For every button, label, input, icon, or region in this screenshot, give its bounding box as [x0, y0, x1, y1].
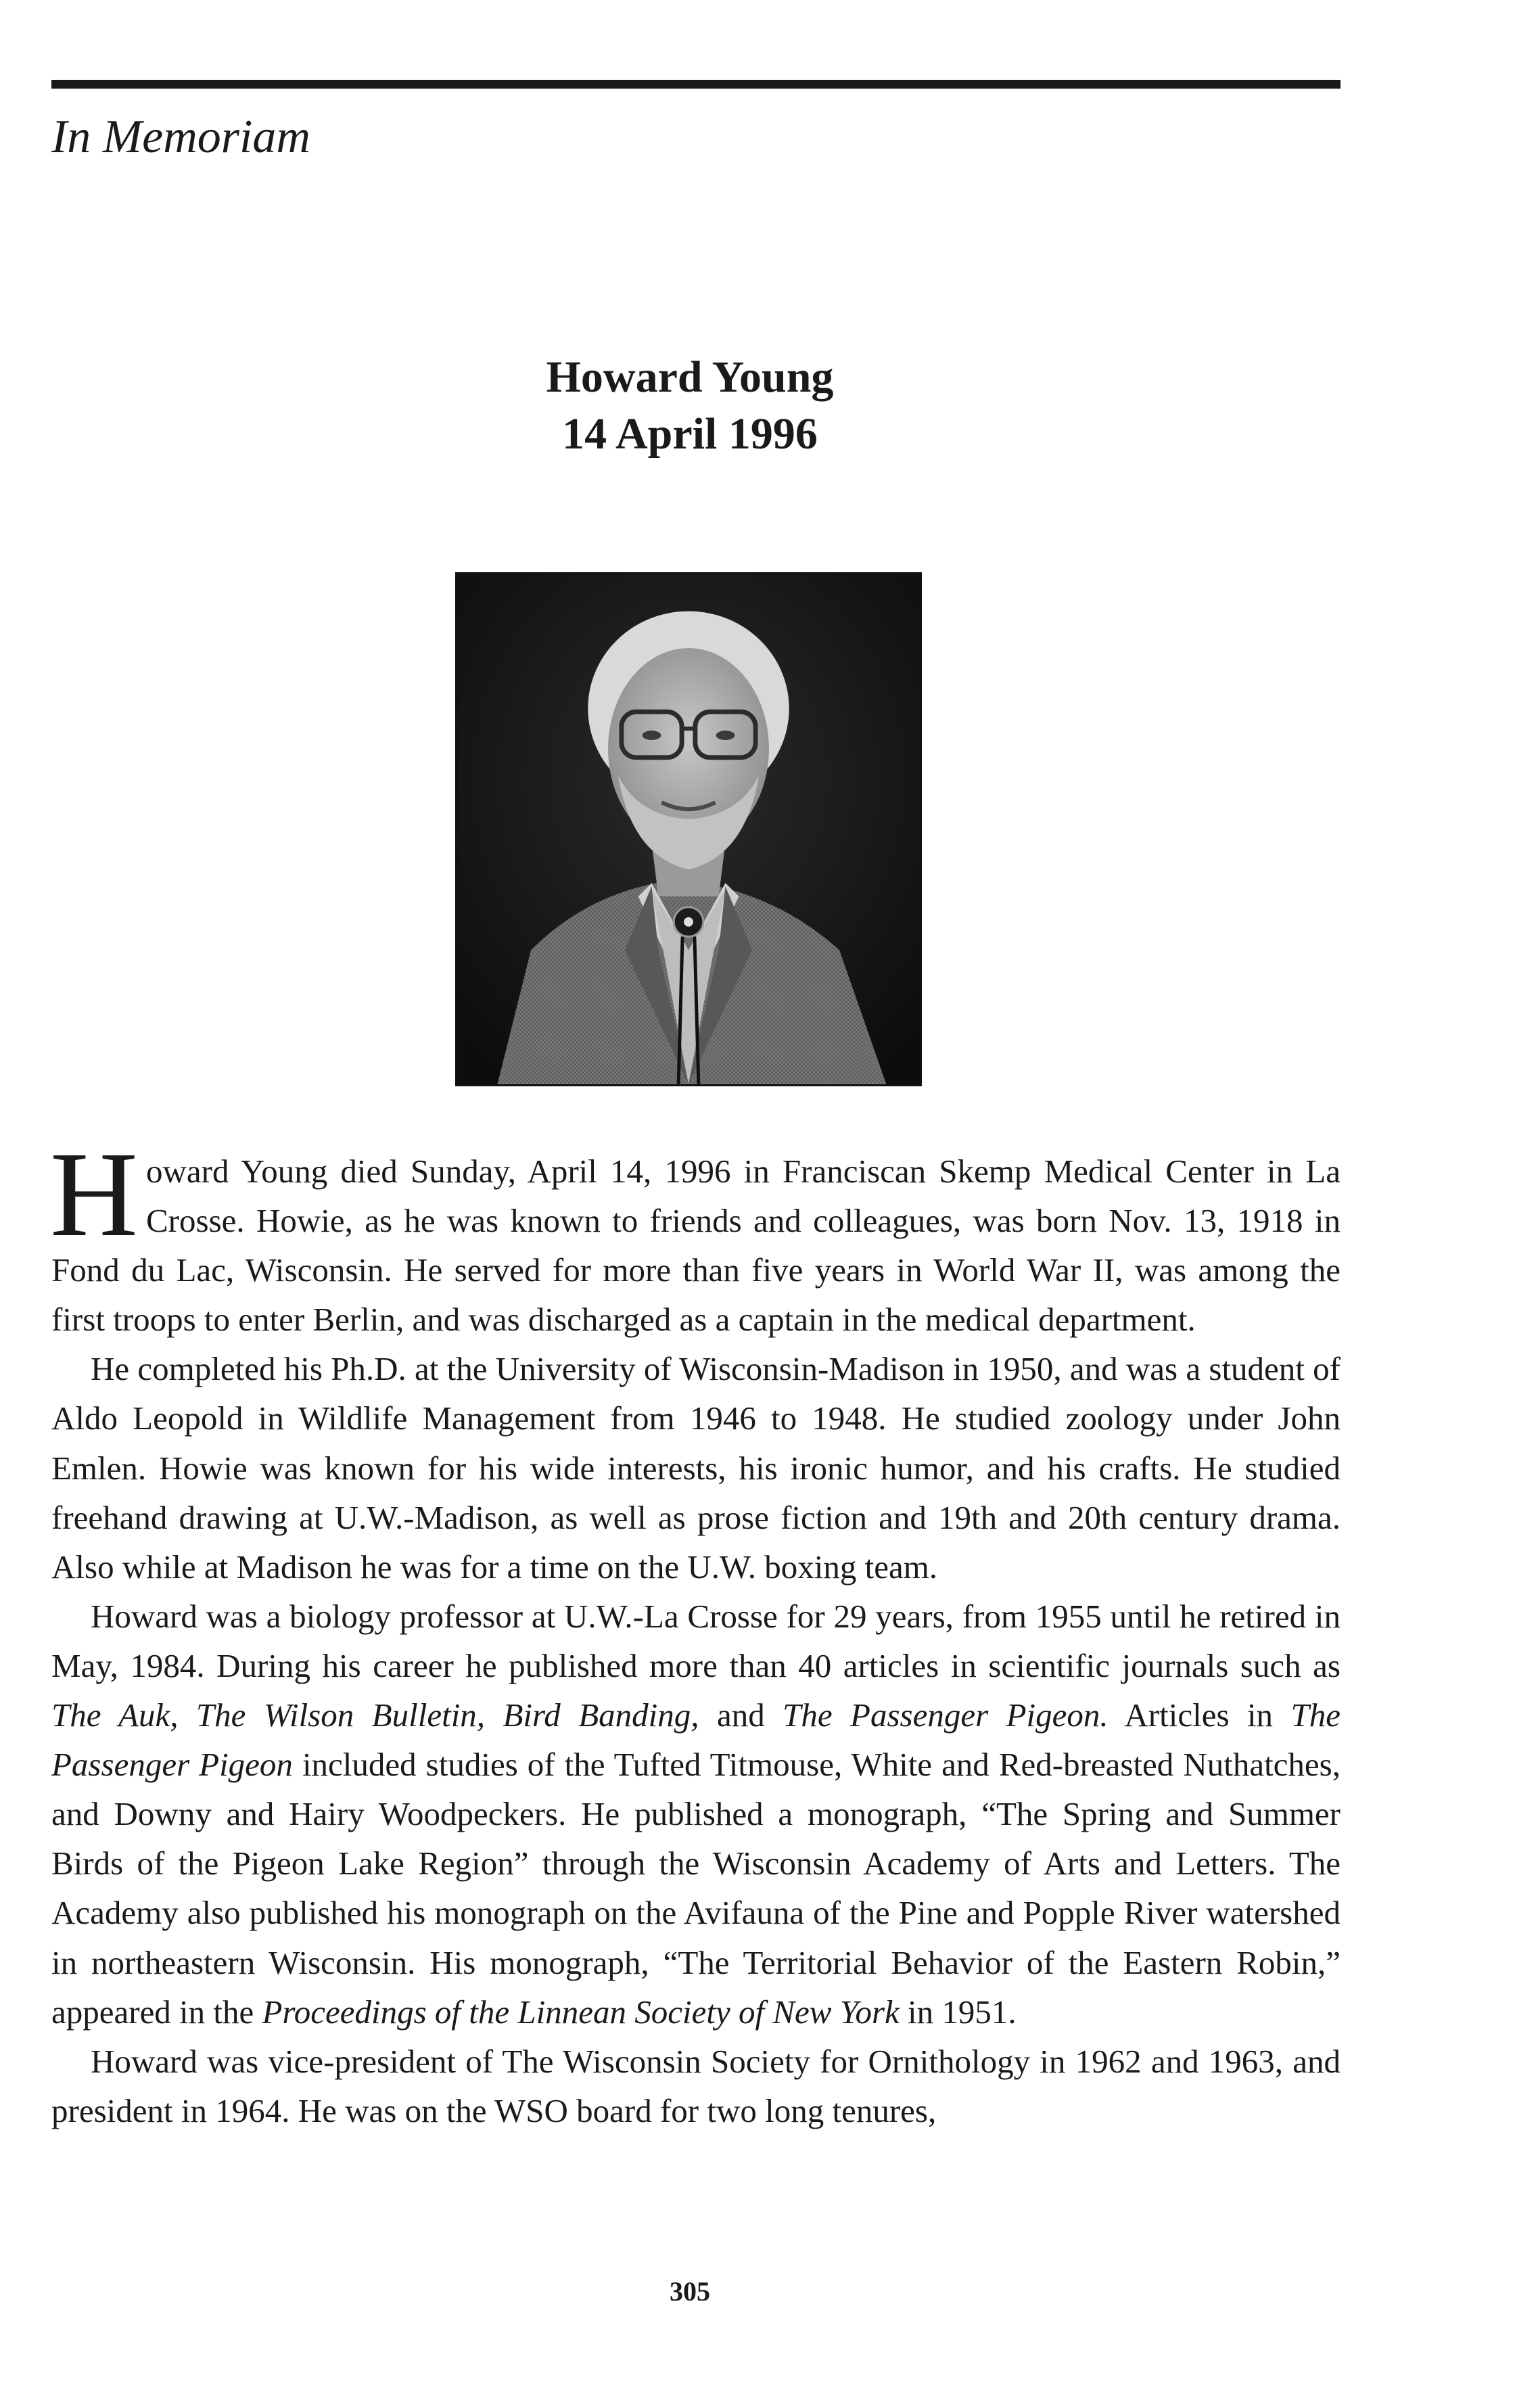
top-rule [51, 80, 1341, 89]
journal-title-passenger-pigeon-2: The Passenger Pigeon [51, 1696, 1341, 1784]
paragraph-3-text-c: Articles in [1108, 1696, 1291, 1734]
page-number: 305 [670, 2276, 710, 2307]
paragraph-3-text-e: in 1951. [899, 1993, 1017, 2031]
paragraph-2: He completed his Ph.D. at the University of Wisconsin-Madison in 1950, and was a student of Aldo Leopold in Wildlife Management from 1946 to 1948. He studied zoology under John Emlen. Howie was known for his wide interests, his ironic humor, and his crafts. He studied freehand drawing at U.W.-Madison, as well as prose fiction and 19th and 20th century drama. Also while at Madison he was for a time on the U.W. boxing team. [51, 1350, 1341, 1585]
paragraph-3 [51, 1592, 1341, 2037]
article-body [50, 1127, 1341, 2135]
memoriam-name: Howard Young [546, 352, 834, 402]
memoriam-date: 14 April 1996 [562, 409, 818, 459]
title-block [0, 349, 1380, 463]
paragraph-3-text-b: and [699, 1696, 783, 1734]
journal-titles: The Auk, The Wilson Bulletin, Bird Banding, [51, 1696, 699, 1734]
portrait-photo [455, 572, 922, 1086]
portrait-illustration [457, 574, 920, 1084]
journal-title-passenger-pigeon: The Passenger Pigeon. [783, 1696, 1109, 1734]
section-title: In Memoriam [51, 111, 310, 163]
paragraph-4: Howard was vice-president of The Wisconsin Society for Ornithology in 1962 and 1963, and president in 1964. He was on the WSO board for two long tenures, [51, 2042, 1341, 2129]
paragraph-1 [50, 1127, 1341, 1344]
paragraph-1-text: oward Young died Sunday, April 14, 1996 in Franciscan Skemp Medical Center in La Crosse. Howie, as he was known to friends and colleagues, was born Nov. 13, 1918 in Fond du Lac, Wisconsin. He served for more than five years in World War II, was among the first troops to enter Berlin, and was discharged as a captain in the medical department. [51, 1153, 1341, 1339]
journal-title-linnean-society: Proceedings of the Linnean Society of New York [262, 1993, 900, 2031]
paragraph-3-text-d: included studies of the Tufted Titmouse, White and Red-breasted Nuthatches, and Downy and Hairy Woodpeckers. He published a monograph, “The Spring and Summer Birds of the Pigeon Lake Region” through the Wisconsin Academy of Arts and Letters. The Academy also published his monograph on the Avifauna of the Pine and Popple River watershed in northeastern Wisconsin. His monograph, “The Territorial Behavior of the Eastern Robin,” appeared in the [51, 1746, 1341, 2031]
paragraph-3-text-a: Howard was a biology professor at U.W.-La Crosse for 29 years, from 1955 until he retired in May, 1984. During his career he published more than 40 articles in scientific journals such as [51, 1597, 1341, 1684]
drop-cap: H [50, 1127, 138, 1261]
